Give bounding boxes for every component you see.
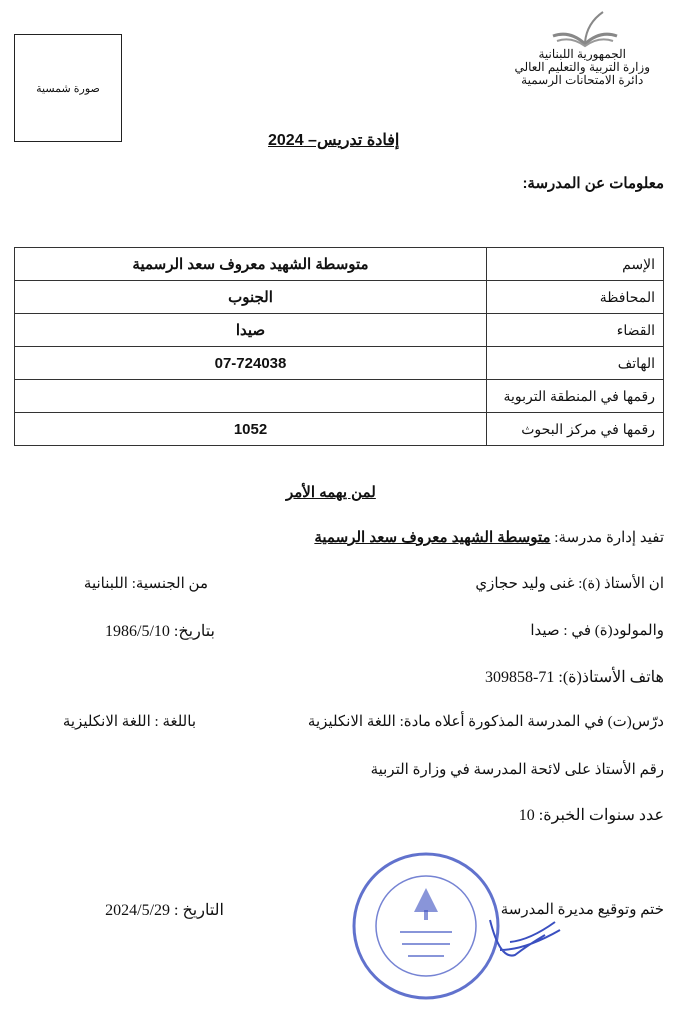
experience-years: عدد سنوات الخبرة: 10 <box>518 807 664 824</box>
nationality: من الجنسية: اللبنانية <box>83 576 208 592</box>
table-row <box>15 413 664 446</box>
addressee: لمن يهمه الأمر <box>286 484 376 501</box>
school-info-heading: معلومات عن المدرسة: <box>522 175 664 192</box>
signature-label: ختم وتوقيع مديرة المدرسة <box>500 902 664 918</box>
row-value: متوسطة الشهيد معروف سعد الرسمية <box>15 248 487 281</box>
school-info-table <box>14 247 664 446</box>
row-label: القضاء <box>487 314 664 347</box>
row-value: الجنوب <box>15 281 487 314</box>
intro-label: تفيد إدارة مدرسة: <box>554 530 664 546</box>
teacher-phone: هاتف الأستاذ(ة): 71-309858 <box>485 669 664 686</box>
language: باللغة : اللغة الانكليزية <box>62 714 196 730</box>
row-value <box>15 380 487 413</box>
row-value: 1052 <box>15 413 487 446</box>
table-row <box>15 314 664 347</box>
intro-line <box>314 528 664 547</box>
birthdate: بتاريخ: 1986/5/10 <box>105 623 215 640</box>
row-label: الإسم <box>487 248 664 281</box>
intro-school: متوسطة الشهيد معروف سعد الرسمية <box>314 529 551 546</box>
table-row <box>15 248 664 281</box>
issue-date: التاريخ : 2024/5/29 <box>105 902 224 919</box>
row-label: رقمها في المنطقة التربوية <box>487 380 664 413</box>
school-stamp-icon <box>350 850 570 1010</box>
row-label: الهاتف <box>487 347 664 380</box>
subject: درّس(ت) في المدرسة المذكورة أعلاه مادة: اللغة الانكليزية <box>307 714 664 730</box>
document-title: إفادة تدريس– 2024 <box>268 132 400 149</box>
row-label: رقمها في مركز البحوث <box>487 413 664 446</box>
table-row <box>15 347 664 380</box>
header-line-1: الجمهورية اللبنانية <box>538 47 627 61</box>
photo-box <box>14 34 122 142</box>
birthplace: والمولود(ة) في : صيدا <box>530 623 664 639</box>
table-row <box>15 380 664 413</box>
ministry-header <box>514 48 650 87</box>
photo-label: صورة شمسية <box>36 82 100 95</box>
teacher-name: ان الأستاذ (ة): غنى وليد حجازي <box>475 576 664 592</box>
header-line-3: دائرة الامتحانات الرسمية <box>521 73 644 87</box>
header-line-2: وزارة التربية والتعليم العالي <box>514 60 650 74</box>
row-value: 07-724038 <box>15 347 487 380</box>
table-row <box>15 281 664 314</box>
row-value: صيدا <box>15 314 487 347</box>
row-label: المحافظة <box>487 281 664 314</box>
registry-number: رقم الأستاذ على لائحة المدرسة في وزارة التربية <box>370 762 664 778</box>
ministry-logo-icon <box>545 8 625 50</box>
